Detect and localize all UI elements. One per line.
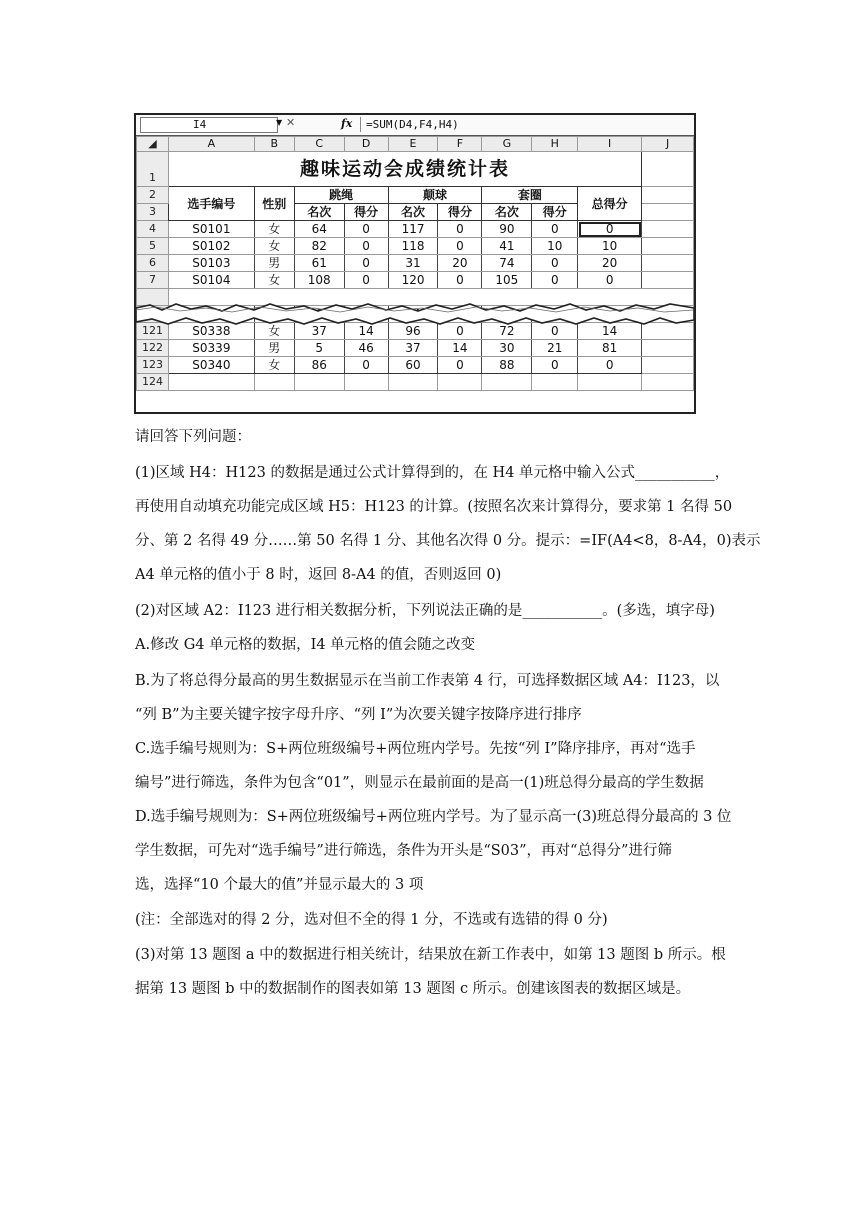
column-header[interactable]: J [642,137,694,152]
cell[interactable]: 46 [344,340,388,357]
column-header-row [137,137,694,152]
cell[interactable]: 5 [294,340,344,357]
cell[interactable]: 0 [344,238,388,255]
row-header[interactable]: 122 [137,340,169,357]
table-row [137,374,694,391]
cell[interactable]: S0338 [168,323,254,340]
cell[interactable] [642,357,694,374]
table-row [137,255,694,272]
row-header[interactable]: 123 [137,357,169,374]
cell[interactable]: 20 [578,255,642,272]
cell[interactable]: 90 [482,221,532,238]
text-line: 编号”进行筛选，条件为包含“01”，则显示在最前面的是高一(1)班总得分最高的学生数据 [135,775,704,791]
cell[interactable]: 118 [388,238,438,255]
cell[interactable]: 105 [482,272,532,289]
selected-cell[interactable]: 0 [578,221,642,238]
cell[interactable] [642,272,694,289]
cell[interactable]: S0103 [168,255,254,272]
cell[interactable]: S0340 [168,357,254,374]
column-header[interactable]: D [344,137,388,152]
cell[interactable]: 0 [344,221,388,238]
column-header[interactable]: H [532,137,578,152]
header-rank[interactable]: 名次 [388,204,438,221]
header-ring-toss[interactable]: 套圈 [482,187,578,204]
cell[interactable]: 120 [388,272,438,289]
option-b: B.为了将总得分最高的男生数据显示在当前工作表第 4 行，可选择数据区域 A4：I123，以 [135,673,720,689]
table-row [137,357,694,374]
cell[interactable]: S0102 [168,238,254,255]
cell[interactable]: 女 [254,221,294,238]
cell[interactable]: S0339 [168,340,254,357]
cell[interactable]: 81 [578,340,642,357]
cell[interactable]: 88 [482,357,532,374]
text-line: A4 单元格的值小于 8 时，返回 8-A4 的值，否则返回 0) [135,567,502,583]
row-header[interactable]: 124 [137,374,169,391]
cell[interactable] [388,374,438,391]
cell[interactable]: 0 [438,272,482,289]
row-header[interactable]: 5 [137,238,169,255]
row-header[interactable]: 6 [137,255,169,272]
row-header[interactable]: 2 [137,187,169,204]
cell[interactable]: 14 [344,323,388,340]
cell[interactable] [294,374,344,391]
table-row [137,340,694,357]
cell[interactable]: 60 [388,357,438,374]
cell[interactable] [578,374,642,391]
cell[interactable]: 0 [344,255,388,272]
row-header[interactable]: 3 [137,204,169,221]
header-score[interactable]: 得分 [344,204,388,221]
table-row [137,272,694,289]
function-icon[interactable]: fx [341,117,353,130]
cancel-icon[interactable]: ✕ [286,116,296,129]
cell[interactable] [532,374,578,391]
cell[interactable]: 86 [294,357,344,374]
text-line: 再使用自动填充功能完成区域 H5：H123 的计算。(按照名次来计算得分，要求第 1 名得 50 [135,499,733,515]
cell[interactable]: 0 [344,272,388,289]
column-header[interactable]: I [578,137,642,152]
cell[interactable]: 0 [438,357,482,374]
cell[interactable]: 30 [482,340,532,357]
row-header[interactable]: 1 [137,152,169,187]
cell[interactable]: 21 [532,340,578,357]
text-line: (3)对第 13 题图 a 中的数据进行相关统计，结果放在新工作表中，如第 13 题图 b 所示。根 [135,947,726,963]
cell[interactable]: 0 [438,221,482,238]
cell[interactable]: 96 [388,323,438,340]
header-gender[interactable]: 性别 [254,187,294,221]
cell[interactable] [642,187,694,204]
text-line: (2)对区域 A2：I123 进行相关数据分析，下列说法正确的是___________。(多选，填字母) [135,603,715,619]
cell[interactable]: 0 [344,357,388,374]
option-c: C.选手编号规则为：S+两位班级编号+两位班内学号。先按“列 I”降序排序，再对“选手 [135,741,696,757]
cell[interactable]: 男 [254,340,294,357]
column-header[interactable]: E [388,137,438,152]
table-title[interactable]: 趣味运动会成绩统计表 [168,152,641,187]
cell[interactable]: 0 [438,238,482,255]
cell[interactable] [642,238,694,255]
cell[interactable] [642,340,694,357]
cell[interactable] [642,152,694,187]
cell[interactable] [642,204,694,221]
cell[interactable] [642,255,694,272]
cell-grid [136,136,694,391]
cell[interactable] [168,374,254,391]
cell[interactable]: 20 [438,255,482,272]
row-header[interactable]: 121 [137,323,169,340]
table-row [137,187,694,204]
cell[interactable]: S0104 [168,272,254,289]
cell[interactable]: 108 [294,272,344,289]
cell[interactable]: 女 [254,323,294,340]
cell[interactable]: 女 [254,272,294,289]
cell[interactable] [642,374,694,391]
cell[interactable]: 0 [438,323,482,340]
table-row [137,221,694,238]
cell[interactable] [254,374,294,391]
cell[interactable]: 0 [532,255,578,272]
text-line: 分、第 2 名得 49 分……第 50 名得 1 分、其他名次得 0 分。提示：=IF(A4<8，8-A4，0)表示 [135,533,761,549]
spreadsheet-figure [134,113,696,414]
column-header[interactable]: A [168,137,254,152]
column-header[interactable]: F [438,137,482,152]
table-row [137,152,694,187]
header-score[interactable]: 得分 [532,204,578,221]
cell[interactable]: 74 [482,255,532,272]
cell[interactable]: 41 [482,238,532,255]
cell[interactable]: S0101 [168,221,254,238]
header-rank[interactable]: 名次 [294,204,344,221]
cell[interactable] [344,374,388,391]
cell[interactable] [642,221,694,238]
cell[interactable]: 女 [254,238,294,255]
header-total-score[interactable]: 总得分 [578,187,642,221]
name-box[interactable] [140,117,278,133]
cell[interactable] [482,374,532,391]
text-line: 据第 13 题图 b 中的数据制作的图表如第 13 题图 c 所示。创建该图表的数据区域是。 [135,981,691,997]
cell[interactable]: 117 [388,221,438,238]
cell[interactable]: 72 [482,323,532,340]
cell[interactable]: 0 [532,272,578,289]
cell[interactable]: 64 [294,221,344,238]
header-rope-skipping[interactable]: 跳绳 [294,187,388,204]
cell[interactable]: 82 [294,238,344,255]
cell[interactable]: 0 [532,221,578,238]
divider [360,117,361,132]
cell[interactable]: 女 [254,357,294,374]
option-d: D.选手编号规则为：S+两位班级编号+两位班内学号。为了显示高一(3)班总得分最高的 3 位 [135,809,732,825]
cell[interactable] [438,374,482,391]
column-header[interactable]: B [254,137,294,152]
option-a: A.修改 G4 单元格的数据，I4 单元格的值会随之改变 [135,637,476,653]
column-header[interactable]: C [294,137,344,152]
chevron-down-icon[interactable]: ▼ [276,118,283,127]
row-header[interactable]: 7 [137,272,169,289]
header-rank[interactable]: 名次 [482,204,532,221]
cell[interactable]: 0 [578,272,642,289]
text-line: 学生数据，可先对“选手编号”进行筛选，条件为开头是“S03”，再对“总得分”进行筛 [135,843,672,859]
cell[interactable]: 0 [532,357,578,374]
text-line: 选，选择“10 个最大的值”并显示最大的 3 项 [135,877,424,893]
cell[interactable]: 37 [294,323,344,340]
cell[interactable]: 14 [438,340,482,357]
header-player-id[interactable]: 选手编号 [168,187,254,221]
formula-value[interactable]: =SUM(D4,F4,H4) [366,118,459,131]
text-line: “列 B”为主要关键字按字母升序、“列 I”为次要关键字按降序进行排序 [135,707,582,723]
select-all-corner[interactable]: ◢ [137,137,169,152]
name-box-value: I4 [193,118,207,131]
cell[interactable]: 0 [532,323,578,340]
header-score[interactable]: 得分 [438,204,482,221]
formula-bar [136,115,694,136]
cell[interactable]: 31 [388,255,438,272]
cell[interactable]: 10 [532,238,578,255]
cell[interactable]: 14 [578,323,642,340]
column-header[interactable]: G [482,137,532,152]
cell[interactable]: 男 [254,255,294,272]
cell[interactable]: 37 [388,340,438,357]
header-ball-juggling[interactable]: 颠球 [388,187,482,204]
cell[interactable]: 61 [294,255,344,272]
table-row [137,238,694,255]
text-line: (1)区域 H4：H123 的数据是通过公式计算得到的，在 H4 单元格中输入公式___________， [135,465,730,481]
row-header[interactable]: 4 [137,221,169,238]
scoring-note: (注：全部选对的得 2 分，选对但不全的得 1 分，不选或有选错的得 0 分) [135,912,608,928]
cell[interactable]: 0 [578,357,642,374]
cell[interactable]: 10 [578,238,642,255]
torn-edge [136,298,694,332]
text-line: 请回答下列问题： [135,429,251,445]
